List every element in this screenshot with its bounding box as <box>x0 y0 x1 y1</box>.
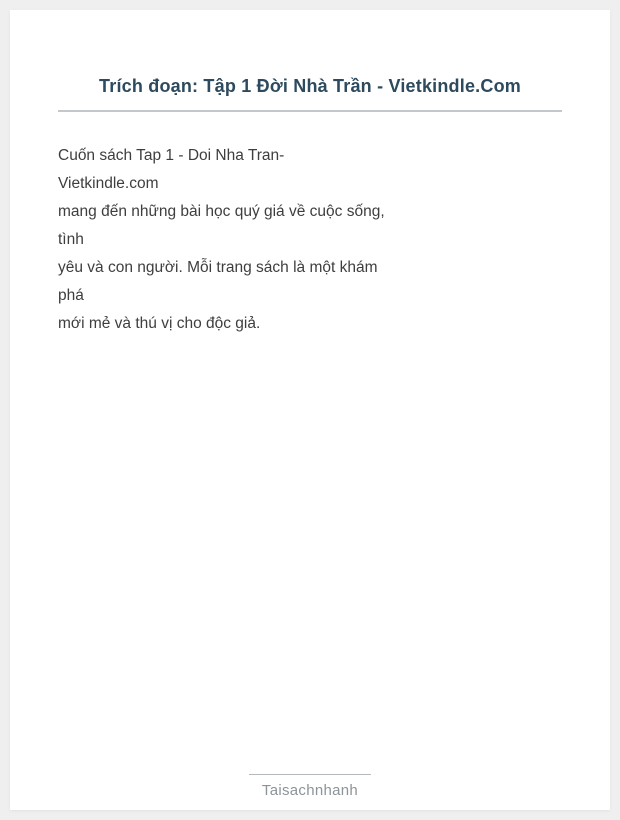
excerpt-line: tình <box>58 231 84 248</box>
excerpt-line: yêu và con người. Mỗi trang sách là một khám <box>58 259 378 276</box>
excerpt-line: mang đến những bài học quý giá về cuộc sống, <box>58 203 385 220</box>
page-footer <box>10 774 610 799</box>
page-title: Trích đoạn: Tập 1 Đời Nhà Trần - Vietkindle.Com <box>99 76 521 96</box>
excerpt-line: Vietkindle.com <box>58 175 159 192</box>
excerpt-text <box>58 142 562 338</box>
excerpt-line: phá <box>58 287 84 304</box>
footer-site-name: Taisachnhanh <box>261 782 359 799</box>
title-divider <box>58 110 562 112</box>
page-card <box>10 10 610 810</box>
excerpt-line: Cuốn sách Tap 1 - Doi Nha Tran- <box>58 147 285 164</box>
footer-divider <box>249 774 371 775</box>
excerpt-line: mới mẻ và thú vị cho độc giả. <box>58 315 261 332</box>
